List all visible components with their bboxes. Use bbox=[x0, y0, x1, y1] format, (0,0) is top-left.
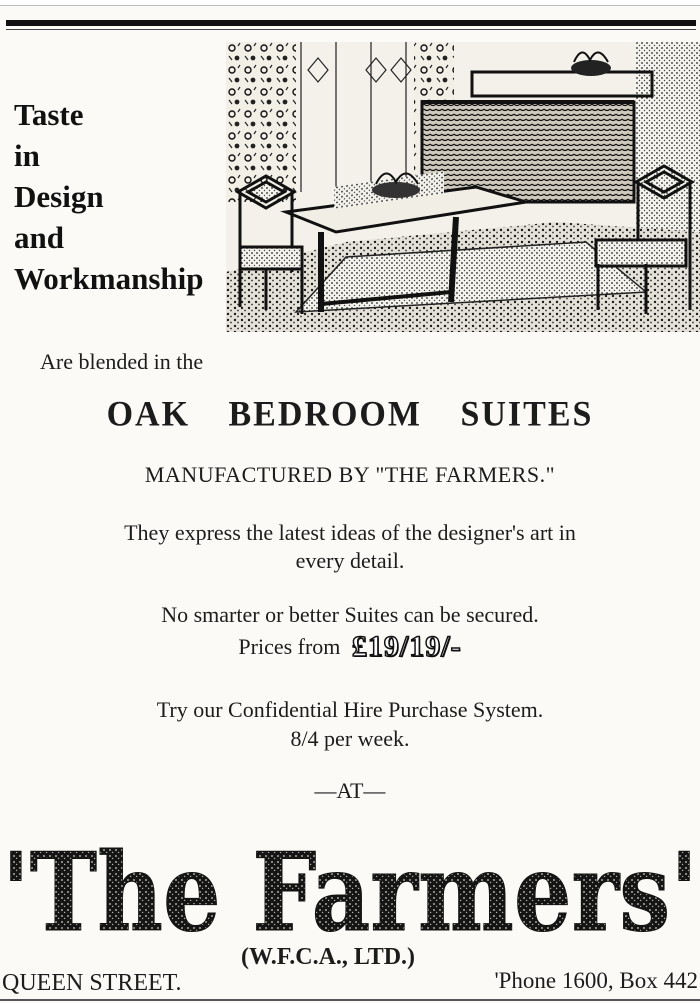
company-name: (W.F.C.A., LTD.) bbox=[241, 944, 416, 970]
taste-line: Taste bbox=[14, 97, 84, 132]
taste-heading bbox=[14, 94, 204, 299]
headline: OAK BEDROOM SUITES bbox=[106, 395, 594, 434]
top-border bbox=[0, 0, 700, 6]
bottom-rule bbox=[0, 999, 700, 1001]
description-line: every detail. bbox=[295, 548, 405, 573]
brand-logo-text: 'The Farmers' bbox=[2, 830, 698, 948]
price-line bbox=[0, 630, 700, 664]
weekly-rate: 8/4 per week. bbox=[290, 726, 410, 751]
price-amount: £19/19/- bbox=[351, 630, 462, 663]
top-thin-rule bbox=[6, 29, 696, 30]
price-label: Prices from bbox=[238, 634, 341, 659]
blended-text: Are blended in the bbox=[40, 349, 204, 374]
taste-line: in bbox=[14, 138, 40, 173]
address: QUEEN STREET. bbox=[2, 970, 182, 996]
taste-line: Workmanship bbox=[14, 261, 204, 296]
taste-line: Design bbox=[14, 179, 104, 214]
description-line: They express the latest ideas of the designer's art in bbox=[124, 520, 576, 545]
smarter-line: No smarter or better Suites can be secured. bbox=[161, 602, 539, 627]
brand-logo bbox=[0, 818, 700, 948]
at-divider: —AT— bbox=[314, 778, 386, 803]
phone-box: 'Phone 1600, Box 442 bbox=[494, 968, 698, 993]
taste-line: and bbox=[14, 220, 64, 255]
manufacturer-line: MANUFACTURED BY "THE FARMERS." bbox=[144, 462, 556, 487]
hire-purchase-line: Try our Confidential Hire Purchase System. bbox=[156, 697, 544, 722]
top-thick-rule bbox=[6, 20, 696, 26]
dining-room-furniture-illustration bbox=[226, 42, 700, 332]
